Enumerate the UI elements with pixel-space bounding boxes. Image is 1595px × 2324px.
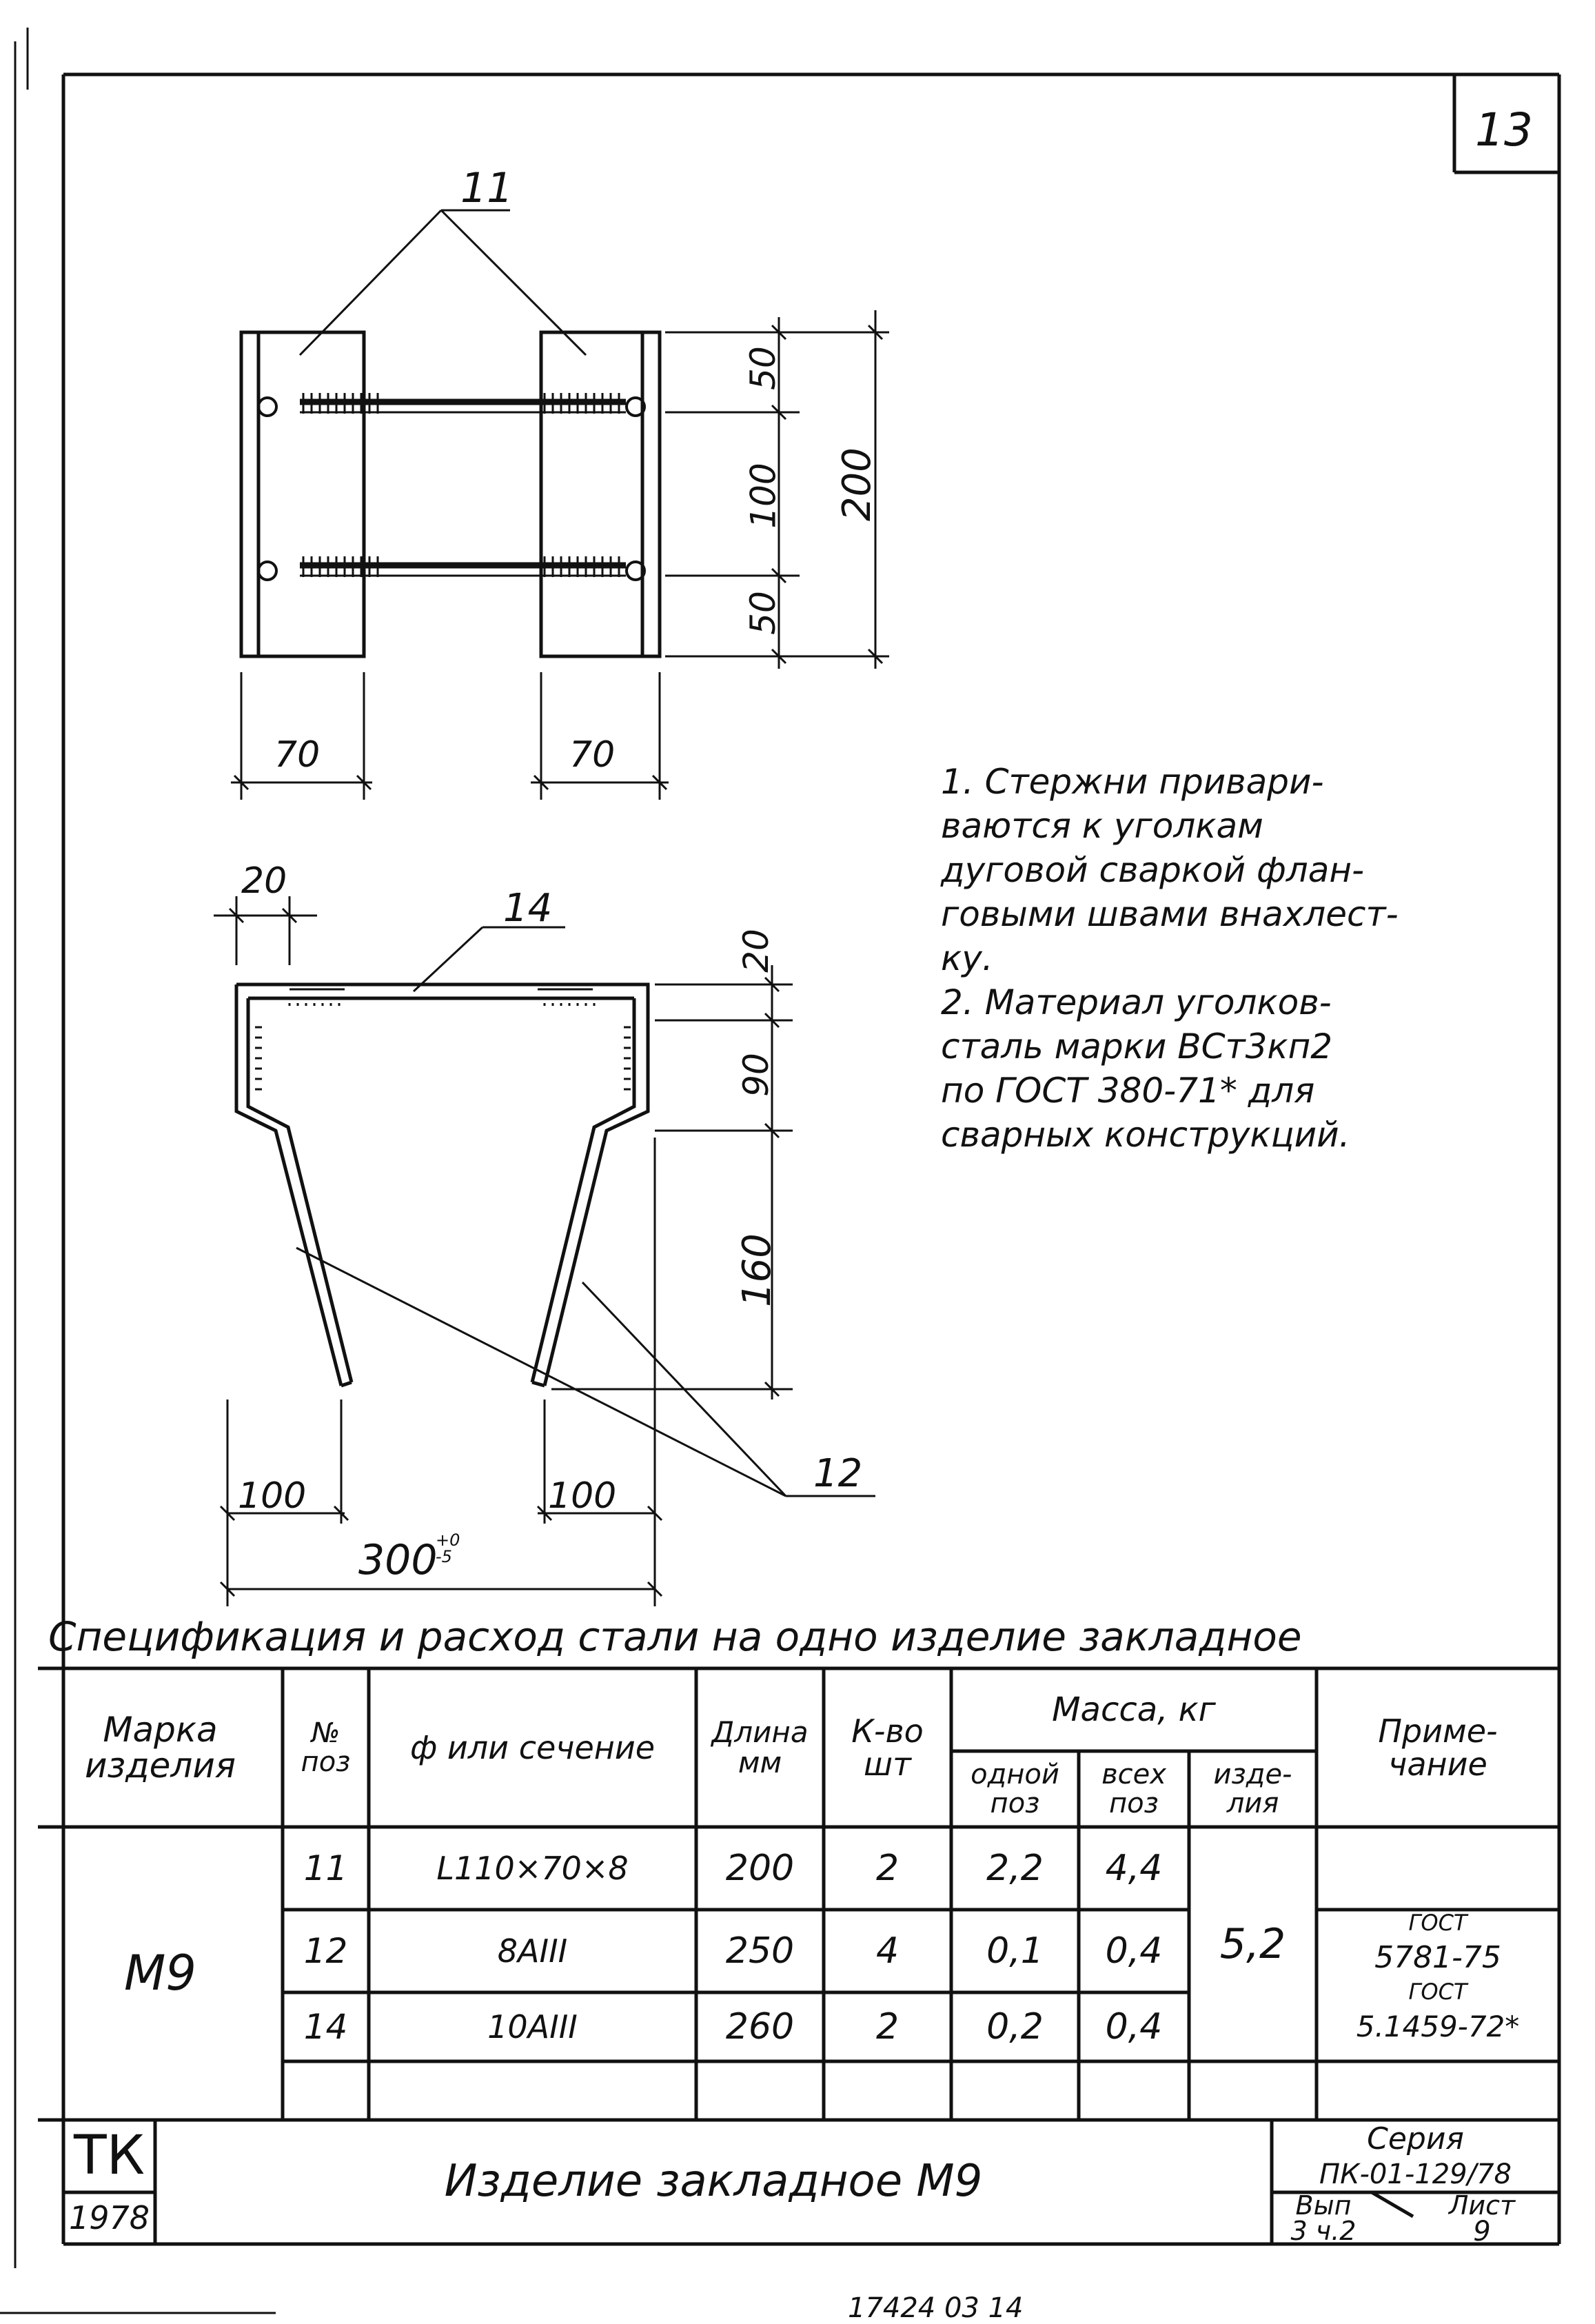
cell-item-mass: 5,2 — [1219, 1919, 1286, 1968]
dim-100: 100 — [743, 463, 784, 529]
list-value: 9 — [1473, 2215, 1491, 2247]
note-line: ку. — [941, 938, 993, 978]
note-line: сталь марки ВСт3кп2 — [941, 1027, 1333, 1067]
note-line: дуговой сваркой флан- — [941, 850, 1365, 890]
series-label: Серия — [1367, 2121, 1464, 2156]
vyp-label: Вып — [1295, 2190, 1352, 2221]
header-mass-one: одной поз — [971, 1759, 1059, 1819]
dim-20-width: 20 — [241, 860, 287, 902]
row-12-pos: 12 — [303, 1930, 348, 1971]
header-mark: Марка изделия — [85, 1709, 236, 1786]
row-12-mass-one: 0,1 — [986, 1930, 1044, 1972]
row-14-section: 10АIII — [487, 2008, 578, 2045]
dim-100-left: 100 — [238, 1475, 307, 1517]
dim-70-left: 70 — [274, 734, 321, 776]
header-mass-item: изде- лия — [1213, 1759, 1292, 1819]
header-mass: Масса, кг — [1052, 1690, 1216, 1729]
tk-mark: ТК — [73, 2124, 145, 2187]
row-11-mass-all: 4,4 — [1105, 1847, 1163, 1889]
note-line: сварных конструкций. — [941, 1115, 1350, 1155]
note-line: 1. Стержни привари- — [941, 762, 1324, 802]
dim-90: 90 — [735, 1053, 776, 1097]
dim-70-right: 70 — [569, 734, 616, 776]
note-line: говыми швами внахлест- — [941, 894, 1399, 934]
position-label-14: 14 — [503, 886, 553, 931]
notes-block — [941, 762, 1547, 1159]
year: 1978 — [68, 2199, 150, 2237]
position-label-12: 12 — [813, 1451, 863, 1496]
row-14-mass-one: 0,2 — [986, 2005, 1044, 2048]
header-length: Длина мм — [711, 1715, 809, 1779]
note-line: ваются к уголкам — [941, 806, 1263, 846]
row-11-qty: 2 — [875, 1847, 900, 1889]
series-value: ПК-01-129/78 — [1319, 2159, 1512, 2190]
note-line: по ГОСТ 380-71* для — [941, 1071, 1315, 1111]
row-14-length: 260 — [725, 2005, 795, 2048]
row-11-mass-one: 2,2 — [986, 1847, 1044, 1889]
vyp-value: 3 ч.2 — [1290, 2215, 1357, 2246]
sheet-number: 13 — [1475, 103, 1533, 156]
note-gost-2: ГОСТ — [1408, 1979, 1467, 2005]
row-12-length: 250 — [725, 1930, 795, 1972]
row-14-pos: 14 — [303, 2006, 348, 2047]
list-label: Лист — [1448, 2190, 1516, 2221]
footer-number: 17424 03 14 — [848, 2292, 1024, 2324]
row-11-section: L110×70×8 — [436, 1849, 629, 1887]
row-14-qty: 2 — [875, 2005, 900, 2048]
header-qty: К-во шт — [851, 1712, 924, 1783]
row-11-pos: 11 — [303, 1848, 348, 1888]
row-12-qty: 4 — [875, 1930, 900, 1972]
dim-20-height: 20 — [735, 929, 776, 973]
drawing-title: Изделие закладное М9 — [444, 2156, 983, 2207]
row-14-mass-all: 0,4 — [1105, 2005, 1163, 2048]
header-pos: № поз — [301, 1717, 351, 1778]
note-gost-1-number: 5781-75 — [1374, 1939, 1501, 1975]
header-mass-all: всех поз — [1101, 1759, 1166, 1819]
dim-300-tolerance: +0 -5 — [436, 1530, 460, 1566]
note-gost-1: ГОСТ — [1408, 1910, 1467, 1937]
row-12-section: 8АIII — [497, 1932, 568, 1970]
row-12-mass-all: 0,4 — [1105, 1930, 1163, 1972]
dim-160: 160 — [734, 1233, 780, 1307]
row-11-length: 200 — [725, 1847, 795, 1889]
cell-mark: М9 — [124, 1944, 196, 2001]
note-gost-2-number: 5.1459-72* — [1356, 2009, 1520, 2043]
position-label-11: 11 — [460, 164, 514, 212]
header-section: ф или сечение — [409, 1728, 656, 1766]
spec-title: Спецификация и расход стали на одно изделие закладное — [48, 1613, 1302, 1660]
note-line: 2. Материал уголков- — [941, 982, 1332, 1022]
dim-50-bottom: 50 — [742, 591, 783, 635]
dim-50-top: 50 — [742, 346, 783, 390]
dim-200: 200 — [834, 447, 880, 521]
dim-300: 300 — [358, 1536, 438, 1584]
header-note: Приме- чание — [1378, 1712, 1498, 1783]
dim-100-right: 100 — [548, 1475, 617, 1517]
